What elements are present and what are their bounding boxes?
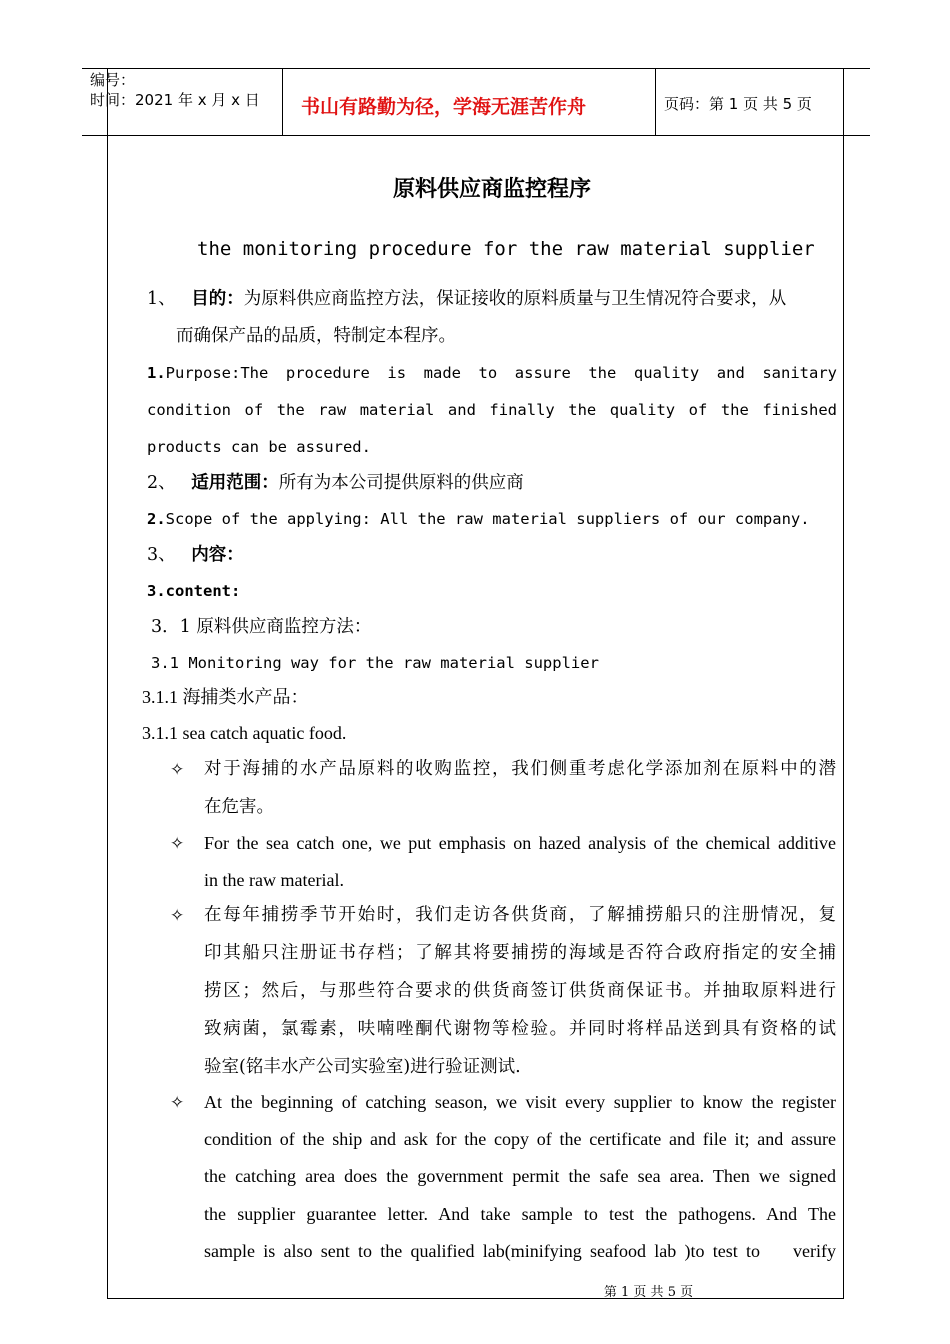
document-date-label: 时间：2021 年 x 月 x 日: [90, 91, 260, 109]
page-info-label: 页码：第 1 页 共 5 页: [664, 95, 812, 113]
section-2-title: 适用范围：: [191, 473, 279, 493]
document-title: 原料供应商监控程序: [392, 177, 591, 202]
bullet-icon: ✧: [170, 906, 185, 926]
document-subtitle: the monitoring procedure for the raw material supplier: [197, 238, 815, 260]
frame-left-border: [107, 68, 108, 1299]
section-2-en: [147, 501, 810, 538]
bullet-2-line1: For the sea catch one, we put emphasis on hazed analysis of the chemical additive: [204, 833, 836, 853]
header-bottom-border: [82, 135, 870, 136]
section-1-en-line2: condition of the raw material and finally the quality of the finished: [147, 401, 837, 419]
bullet-3-line4: 致病菌，氯霉素，呋喃唑酮代谢物等检验。并同时将样品送到具有资格的试: [204, 1019, 836, 1039]
section-2-en-text: Scope of the applying: All the raw material suppliers of our company.: [165, 510, 810, 528]
section-3-1-cn: 3．1 原料供应商监控方法：: [151, 617, 372, 637]
bullet-icon: ✧: [170, 1093, 185, 1113]
section-3-title: 内容：: [191, 545, 244, 565]
section-1-text-line1: 为原料供应商监控方法，保证接收的原料质量与卫生情况符合要求，从: [243, 289, 787, 309]
section-3-en: 3.content:: [147, 582, 241, 600]
bullet-3-line2: 印其船只注册证书存档；了解其将要捕捞的海域是否符合政府指定的安全捕: [204, 943, 836, 963]
section-1-text-line2: 而确保产品的品质，特制定本程序。: [176, 326, 456, 346]
section-3-heading: [147, 537, 244, 574]
section-1-en-line3: products can be assured.: [147, 438, 371, 456]
bullet-4-line1: At the beginning of catching season, we visit every supplier to know the register: [204, 1092, 836, 1112]
bullet-4-line5: sample is also sent to the qualified lab(minifying seafood lab )to test to verify: [204, 1241, 836, 1261]
section-2-en-number: 2.: [147, 510, 166, 528]
header-motto: 书山有路勤为径，学海无涯苦作舟: [301, 96, 587, 118]
bullet-3-line1: 在每年捕捞季节开始时，我们走访各供货商，了解捕捞船只的注册情况，复: [204, 905, 836, 925]
document-number-label: 编号：: [90, 71, 136, 89]
section-3-1-en: 3.1 Monitoring way for the raw material supplier: [151, 654, 599, 672]
bullet-2-line2: in the raw material.: [204, 870, 344, 890]
bullet-4-line3: the catching area does the government permit the safe sea area. Then we signed: [204, 1166, 836, 1186]
section-1-heading: [147, 281, 837, 318]
section-1-en-text-line1: Purpose:The procedure is made to assure the quality and sanitary: [165, 364, 837, 382]
section-1-title: 目的：: [191, 289, 244, 309]
section-3-1-1-cn: 3.1.1 海捕类水产品：: [142, 687, 309, 707]
section-3-number: 3、: [147, 545, 176, 565]
section-1-en-line1: [147, 355, 837, 392]
bullet-1-line1: 对于海捕的水产品原料的收购监控，我们侧重考虑化学添加剂在原料中的潜: [204, 759, 836, 779]
section-1-en-number: 1.: [147, 364, 166, 382]
bullet-3-line3: 捞区；然后，与那些符合要求的供货商签订供货商保证书。并抽取原料进行: [204, 981, 836, 1001]
section-2-heading: [147, 465, 524, 502]
header-divider-2: [655, 68, 656, 136]
bullet-4-line4: the supplier guarantee letter. And take sample to test the pathogens. And The: [204, 1204, 836, 1224]
bullet-4-line2: condition of the ship and ask for the copy of the certificate and file it; and assure: [204, 1129, 836, 1149]
section-1-number: 1、: [147, 289, 176, 309]
bullet-icon: ✧: [170, 760, 185, 780]
section-2-number: 2、: [147, 473, 176, 493]
section-2-text: 所有为本公司提供原料的供应商: [278, 473, 524, 493]
bullet-icon: ✧: [170, 834, 185, 854]
header-divider-1: [282, 68, 283, 136]
bullet-3-line5: 验室(铭丰水产公司实验室)进行验证测试.: [204, 1057, 521, 1077]
section-3-1-1-en: 3.1.1 sea catch aquatic food.: [142, 723, 347, 743]
bullet-1-line2: 在危害。: [204, 797, 274, 817]
header-top-border: [82, 68, 870, 69]
frame-right-border: [843, 68, 844, 1299]
page-footer: 第 1 页 共 5 页: [603, 1285, 694, 1300]
